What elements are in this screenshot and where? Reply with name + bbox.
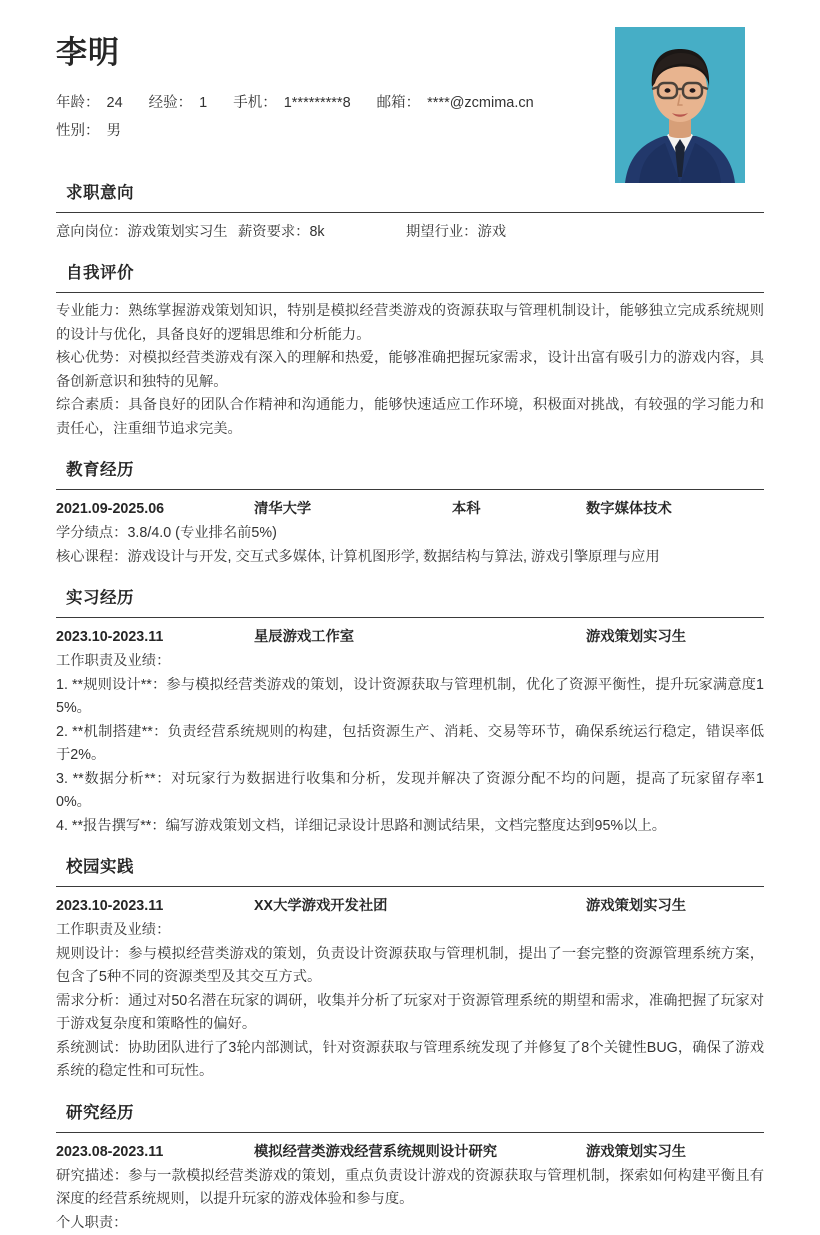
internship-date: 2023.10-2023.11 (56, 625, 163, 649)
section-title-education: 教育经历 (66, 457, 764, 483)
meta-phone (233, 90, 350, 116)
meta-phone-label: 手机： (233, 95, 277, 111)
meta-experience-label: 经验： (149, 95, 193, 111)
section-campus-practice (0, 854, 820, 1084)
research-responsibility-label: 个人职责： (56, 1212, 764, 1235)
section-internship (0, 585, 820, 838)
section-divider (56, 1132, 764, 1133)
section-title-job-intention: 求职意向 (66, 180, 764, 206)
research-description: 研究描述：参与一款模拟经营类游戏的策划，重点负责设计游戏的资源获取与管理机制，探索如何构建平衡且有深度的经营系统规则，以提升玩家的游戏体验和参与度。 (56, 1165, 764, 1212)
intent-position-value: 游戏策划实习生 (127, 224, 227, 240)
intent-position (56, 220, 228, 244)
internship-row (56, 625, 764, 649)
meta-age (56, 90, 123, 116)
self-evaluation-paragraph: 核心优势：对模拟经营类游戏有深入的理解和热爱，能够准确把握玩家需求，设计出富有吸引力的游戏内容，具备创新意识和独特的见解。 (56, 347, 764, 394)
page-title: 李明 (56, 32, 764, 74)
education-date: 2021.09-2025.06 (56, 497, 164, 521)
internship-duties-label: 工作职责及业绩： (56, 650, 764, 674)
internship-item: 2. **机制搭建**：负责经营系统规则的构建，包括资源生产、消耗、交易等环节，确保系统运行稳定，错误率低于2%。 (56, 721, 764, 768)
section-job-intention (0, 180, 820, 244)
research-date: 2023.08-2023.11 (56, 1140, 163, 1164)
meta-gender (56, 118, 121, 144)
section-title-campus-practice: 校园实践 (66, 854, 764, 880)
meta-gender-value: 男 (107, 123, 122, 139)
intent-industry (406, 220, 506, 244)
resume-header (0, 0, 820, 180)
self-evaluation-paragraph: 专业能力：熟练掌握游戏策划知识，特别是模拟经营类游戏的资源获取与管理机制设计，能够独立完成系统规则的设计与优化，具备良好的逻辑思维和分析能力。 (56, 300, 764, 347)
section-education (0, 457, 820, 569)
section-research (0, 1100, 820, 1235)
campus-practice-duties-label: 工作职责及业绩： (56, 919, 764, 943)
campus-practice-date: 2023.10-2023.11 (56, 894, 163, 918)
profile-photo (615, 27, 745, 183)
education-major: 数字媒体技术 (586, 497, 672, 521)
meta-experience-value: 1 (199, 95, 207, 111)
internship-role: 游戏策划实习生 (586, 625, 686, 649)
section-self-evaluation (0, 260, 820, 441)
intent-industry-value: 游戏 (477, 224, 506, 240)
meta-age-label: 年龄： (56, 95, 100, 111)
meta-email-value: ****@zcmima.cn (427, 95, 534, 111)
education-row (56, 497, 764, 521)
intent-salary-value: 8k (309, 224, 324, 240)
education-degree: 本科 (452, 497, 481, 521)
campus-practice-row (56, 894, 764, 918)
section-divider (56, 292, 764, 293)
meta-age-value: 24 (107, 95, 123, 111)
avatar (615, 27, 745, 183)
section-title-internship: 实习经历 (66, 585, 764, 611)
research-topic: 模拟经营类游戏经营系统规则设计研究 (254, 1140, 497, 1164)
education-gpa: 学分绩点：3.8/4.0 (专业排名前5%) (56, 522, 764, 546)
intent-salary-label: 薪资要求： (238, 224, 309, 240)
meta-experience (149, 90, 208, 116)
intent-industry-label: 期望行业： (406, 224, 477, 240)
campus-practice-item: 系统测试：协助团队进行了3轮内部测试，针对资源获取与管理系统发现了并修复了8个关键性BUG，确保了游戏系统的稳定性和可玩性。 (56, 1037, 764, 1084)
self-evaluation-paragraph: 综合素质：具备良好的团队合作精神和沟通能力，能够快速适应工作环境，积极面对挑战，有较强的学习能力和责任心，注重细节追求完美。 (56, 394, 764, 441)
campus-practice-role: 游戏策划实习生 (586, 894, 686, 918)
section-divider (56, 212, 764, 213)
meta-email-label: 邮箱： (377, 95, 421, 111)
internship-item: 4. **报告撰写**：编写游戏策划文档，详细记录设计思路和测试结果，文档完整度达到95%以上。 (56, 815, 764, 839)
meta-gender-label: 性别： (56, 123, 100, 139)
research-role: 游戏策划实习生 (586, 1140, 686, 1164)
section-divider (56, 617, 764, 618)
job-intention-row (56, 220, 764, 244)
section-title-research: 研究经历 (66, 1100, 764, 1126)
education-courses: 核心课程：游戏设计与开发, 交互式多媒体, 计算机图形学, 数据结构与算法, 游戏引擎原理与应用 (56, 546, 764, 570)
campus-practice-organization: XX大学游戏开发社团 (254, 894, 387, 918)
meta-phone-value: 1*********8 (284, 95, 351, 111)
campus-practice-item: 规则设计：参与模拟经营类游戏的策划，负责设计资源获取与管理机制，提出了一套完整的资源管理系统方案，包含了5种不同的资源类型及其交互方式。 (56, 943, 764, 990)
section-title-self-evaluation: 自我评价 (66, 260, 764, 286)
intent-salary (238, 220, 325, 244)
education-school: 清华大学 (254, 497, 311, 521)
internship-company: 星辰游戏工作室 (254, 625, 354, 649)
meta-email (377, 90, 534, 116)
intent-position-label: 意向岗位： (56, 224, 127, 240)
section-divider (56, 886, 764, 887)
section-divider (56, 489, 764, 490)
internship-item: 3. **数据分析**：对玩家行为数据进行收集和分析，发现并解决了资源分配不均的问题，提高了玩家留存率10%。 (56, 768, 764, 815)
internship-item: 1. **规则设计**：参与模拟经营类游戏的策划，设计资源获取与管理机制，优化了资源平衡性，提升玩家满意度15%。 (56, 674, 764, 721)
campus-practice-item: 需求分析：通过对50名潜在玩家的调研，收集并分析了玩家对于资源管理系统的期望和需求，准确把握了玩家对于游戏复杂度和策略性的偏好。 (56, 990, 764, 1037)
